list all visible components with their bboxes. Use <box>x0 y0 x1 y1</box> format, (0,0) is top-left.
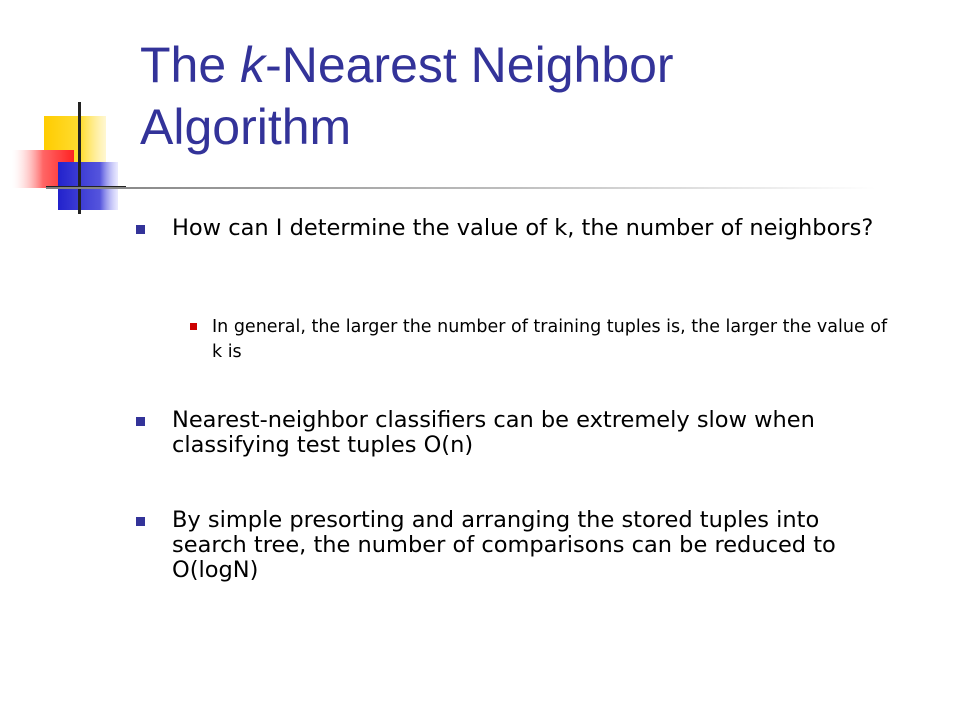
bullet-square-icon <box>136 225 145 234</box>
title-divider <box>46 187 876 189</box>
bullet-text: By simple presorting and arranging the stored tuples into search tree, the number of comparisons can be reduced to O(logN) <box>172 507 836 583</box>
bullet-square-icon <box>136 417 145 426</box>
bullet-square-icon <box>136 517 145 526</box>
sub-bullet-square-icon <box>190 323 197 330</box>
bullet-text: How can I determine the value of k, the number of neighbors? <box>172 215 874 241</box>
sub-bullet-text: In general, the larger the number of training tuples is, the larger the value of k is <box>212 317 888 362</box>
slide-title <box>140 34 920 158</box>
deco-vertical-line <box>78 102 81 214</box>
title-k: k <box>240 37 266 93</box>
bullet-text: Nearest-neighbor classifiers can be extremely slow when classifying test tuples O(n) <box>172 407 815 458</box>
title-line2: Algorithm <box>140 99 352 155</box>
title-prefix: The <box>140 37 241 93</box>
title-suffix: -Nearest Neighbor <box>265 37 674 93</box>
